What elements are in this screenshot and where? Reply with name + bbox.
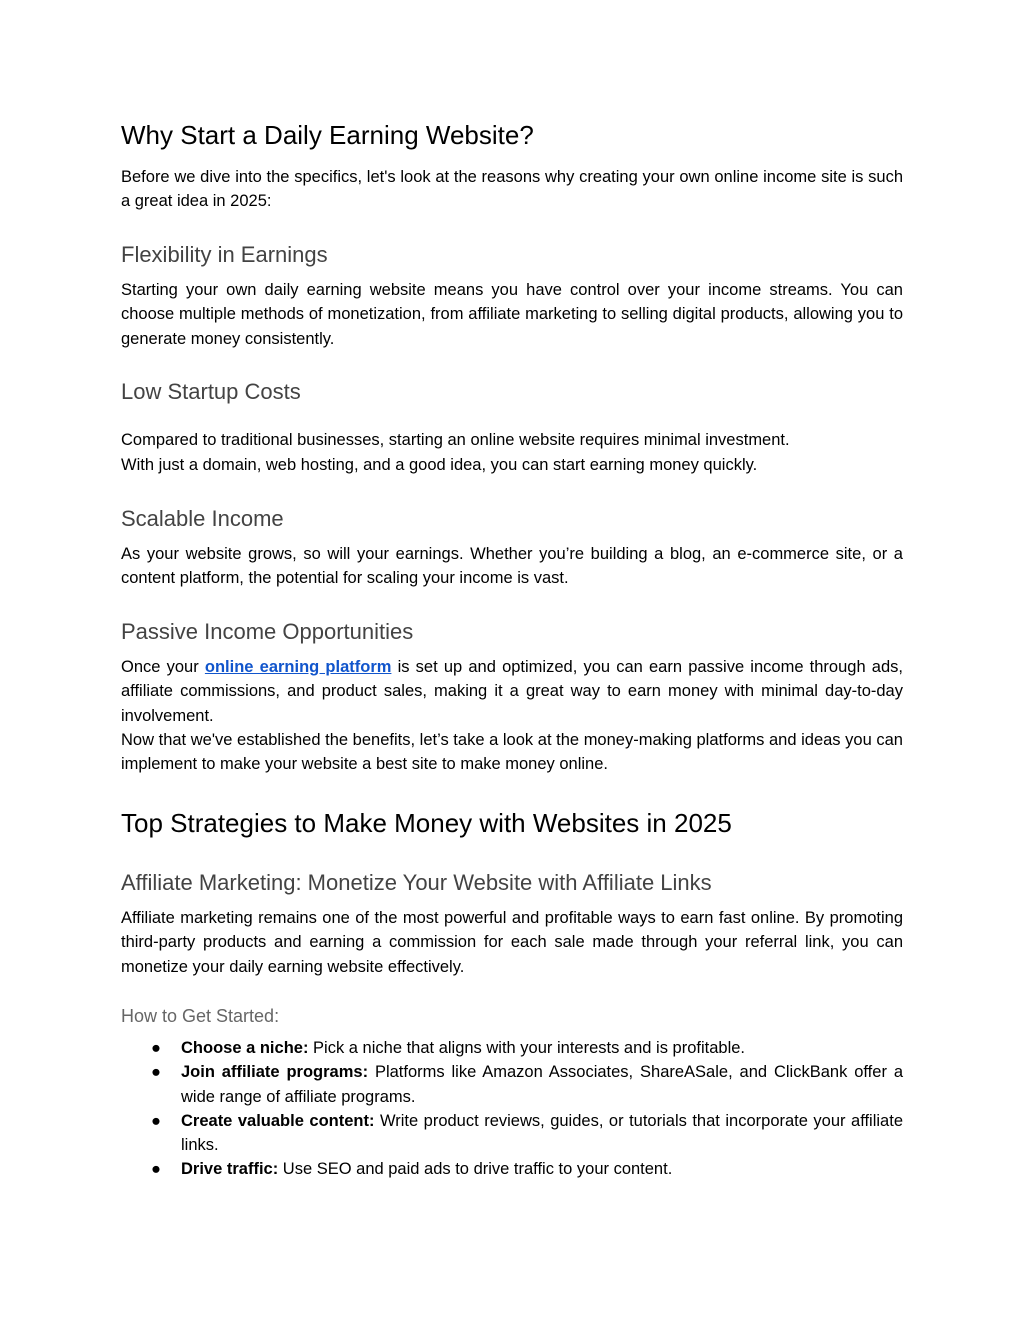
list-item-text: Pick a niche that aligns with your interests and is profitable.	[308, 1039, 746, 1057]
list-item-text: Use SEO and paid ads to drive traffic to your content.	[278, 1160, 673, 1179]
paragraph-affiliate-marketing: Affiliate marketing remains one of the most powerful and profitable ways to earn fast online. By promoting third-party products and earning a commission for each sale made through your referral link, you can monetize your daily earning website effectively.	[121, 909, 903, 976]
list-item	[121, 1157, 903, 1181]
list-item	[121, 1036, 903, 1060]
paragraph-scalable: As your website grows, so will your earnings. Whether you’re building a blog, an e-commerce site, or a content platform, the potential for scaling your income is vast.	[121, 545, 903, 588]
list-item-label: Join affiliate programs:	[181, 1063, 369, 1082]
passive-post-text: is set up and optimized, you can earn passive income through ads, affiliate commissions, and product sales, making it a great way to earn money with minimal day-to-day involvement.	[121, 658, 903, 725]
list-item-label: Drive traffic:	[181, 1160, 279, 1179]
list-item	[121, 1109, 903, 1158]
list-item-text: Platforms like Amazon Associates, ShareASale, and ClickBank offer a wide range of affiliate programs.	[181, 1063, 903, 1106]
heading-affiliate-marketing: Affiliate Marketing: Monetize Your Website with Affiliate Links	[121, 870, 712, 895]
online-earning-platform-link[interactable]: online earning platform	[204, 658, 392, 676]
heading-why-start: Why Start a Daily Earning Website?	[121, 120, 534, 150]
steps-list	[121, 1036, 903, 1182]
list-item	[121, 1060, 903, 1109]
list-item-label: Choose a niche:	[181, 1039, 309, 1057]
bullet-icon: ●	[151, 1039, 161, 1057]
paragraph-flexibility: Starting your own daily earning website means you have control over your income streams. You can choose multiple methods of monetization, from affiliate marketing to selling digital products, allowing you to generate money consistently.	[121, 281, 903, 348]
heading-how-to-get-started: How to Get Started:	[121, 1006, 280, 1026]
bullet-icon: ●	[151, 1063, 161, 1082]
list-item-label: Create valuable content:	[181, 1111, 375, 1130]
passive-pre-text: Once your	[121, 658, 205, 676]
paragraph-low-startup-2: With just a domain, web hosting, and a good idea, you can start earning money quickly.	[121, 456, 758, 474]
paragraph-low-startup-1: Compared to traditional businesses, starting an online website requires minimal investment.	[121, 431, 790, 449]
list-item-text: Write product reviews, guides, or tutorials that incorporate your affiliate links.	[181, 1111, 903, 1155]
heading-flexibility: Flexibility in Earnings	[121, 242, 328, 267]
paragraph-benefits-summary: Now that we've established the benefits, let’s take a look at the money-making platforms and ideas you can implement to make your website a best site to make money online.	[121, 731, 903, 774]
heading-low-startup: Low Startup Costs	[121, 379, 301, 404]
bullet-icon: ●	[151, 1111, 161, 1130]
heading-passive: Passive Income Opportunities	[121, 619, 414, 644]
heading-top-strategies: Top Strategies to Make Money with Websites in 2025	[121, 808, 732, 838]
paragraph-passive	[121, 655, 903, 728]
paragraph-why-intro: Before we dive into the specifics, let's look at the reasons why creating your own online income site is such a great idea in 2025:	[121, 168, 903, 211]
heading-scalable: Scalable Income	[121, 506, 284, 531]
bullet-icon: ●	[151, 1160, 161, 1179]
